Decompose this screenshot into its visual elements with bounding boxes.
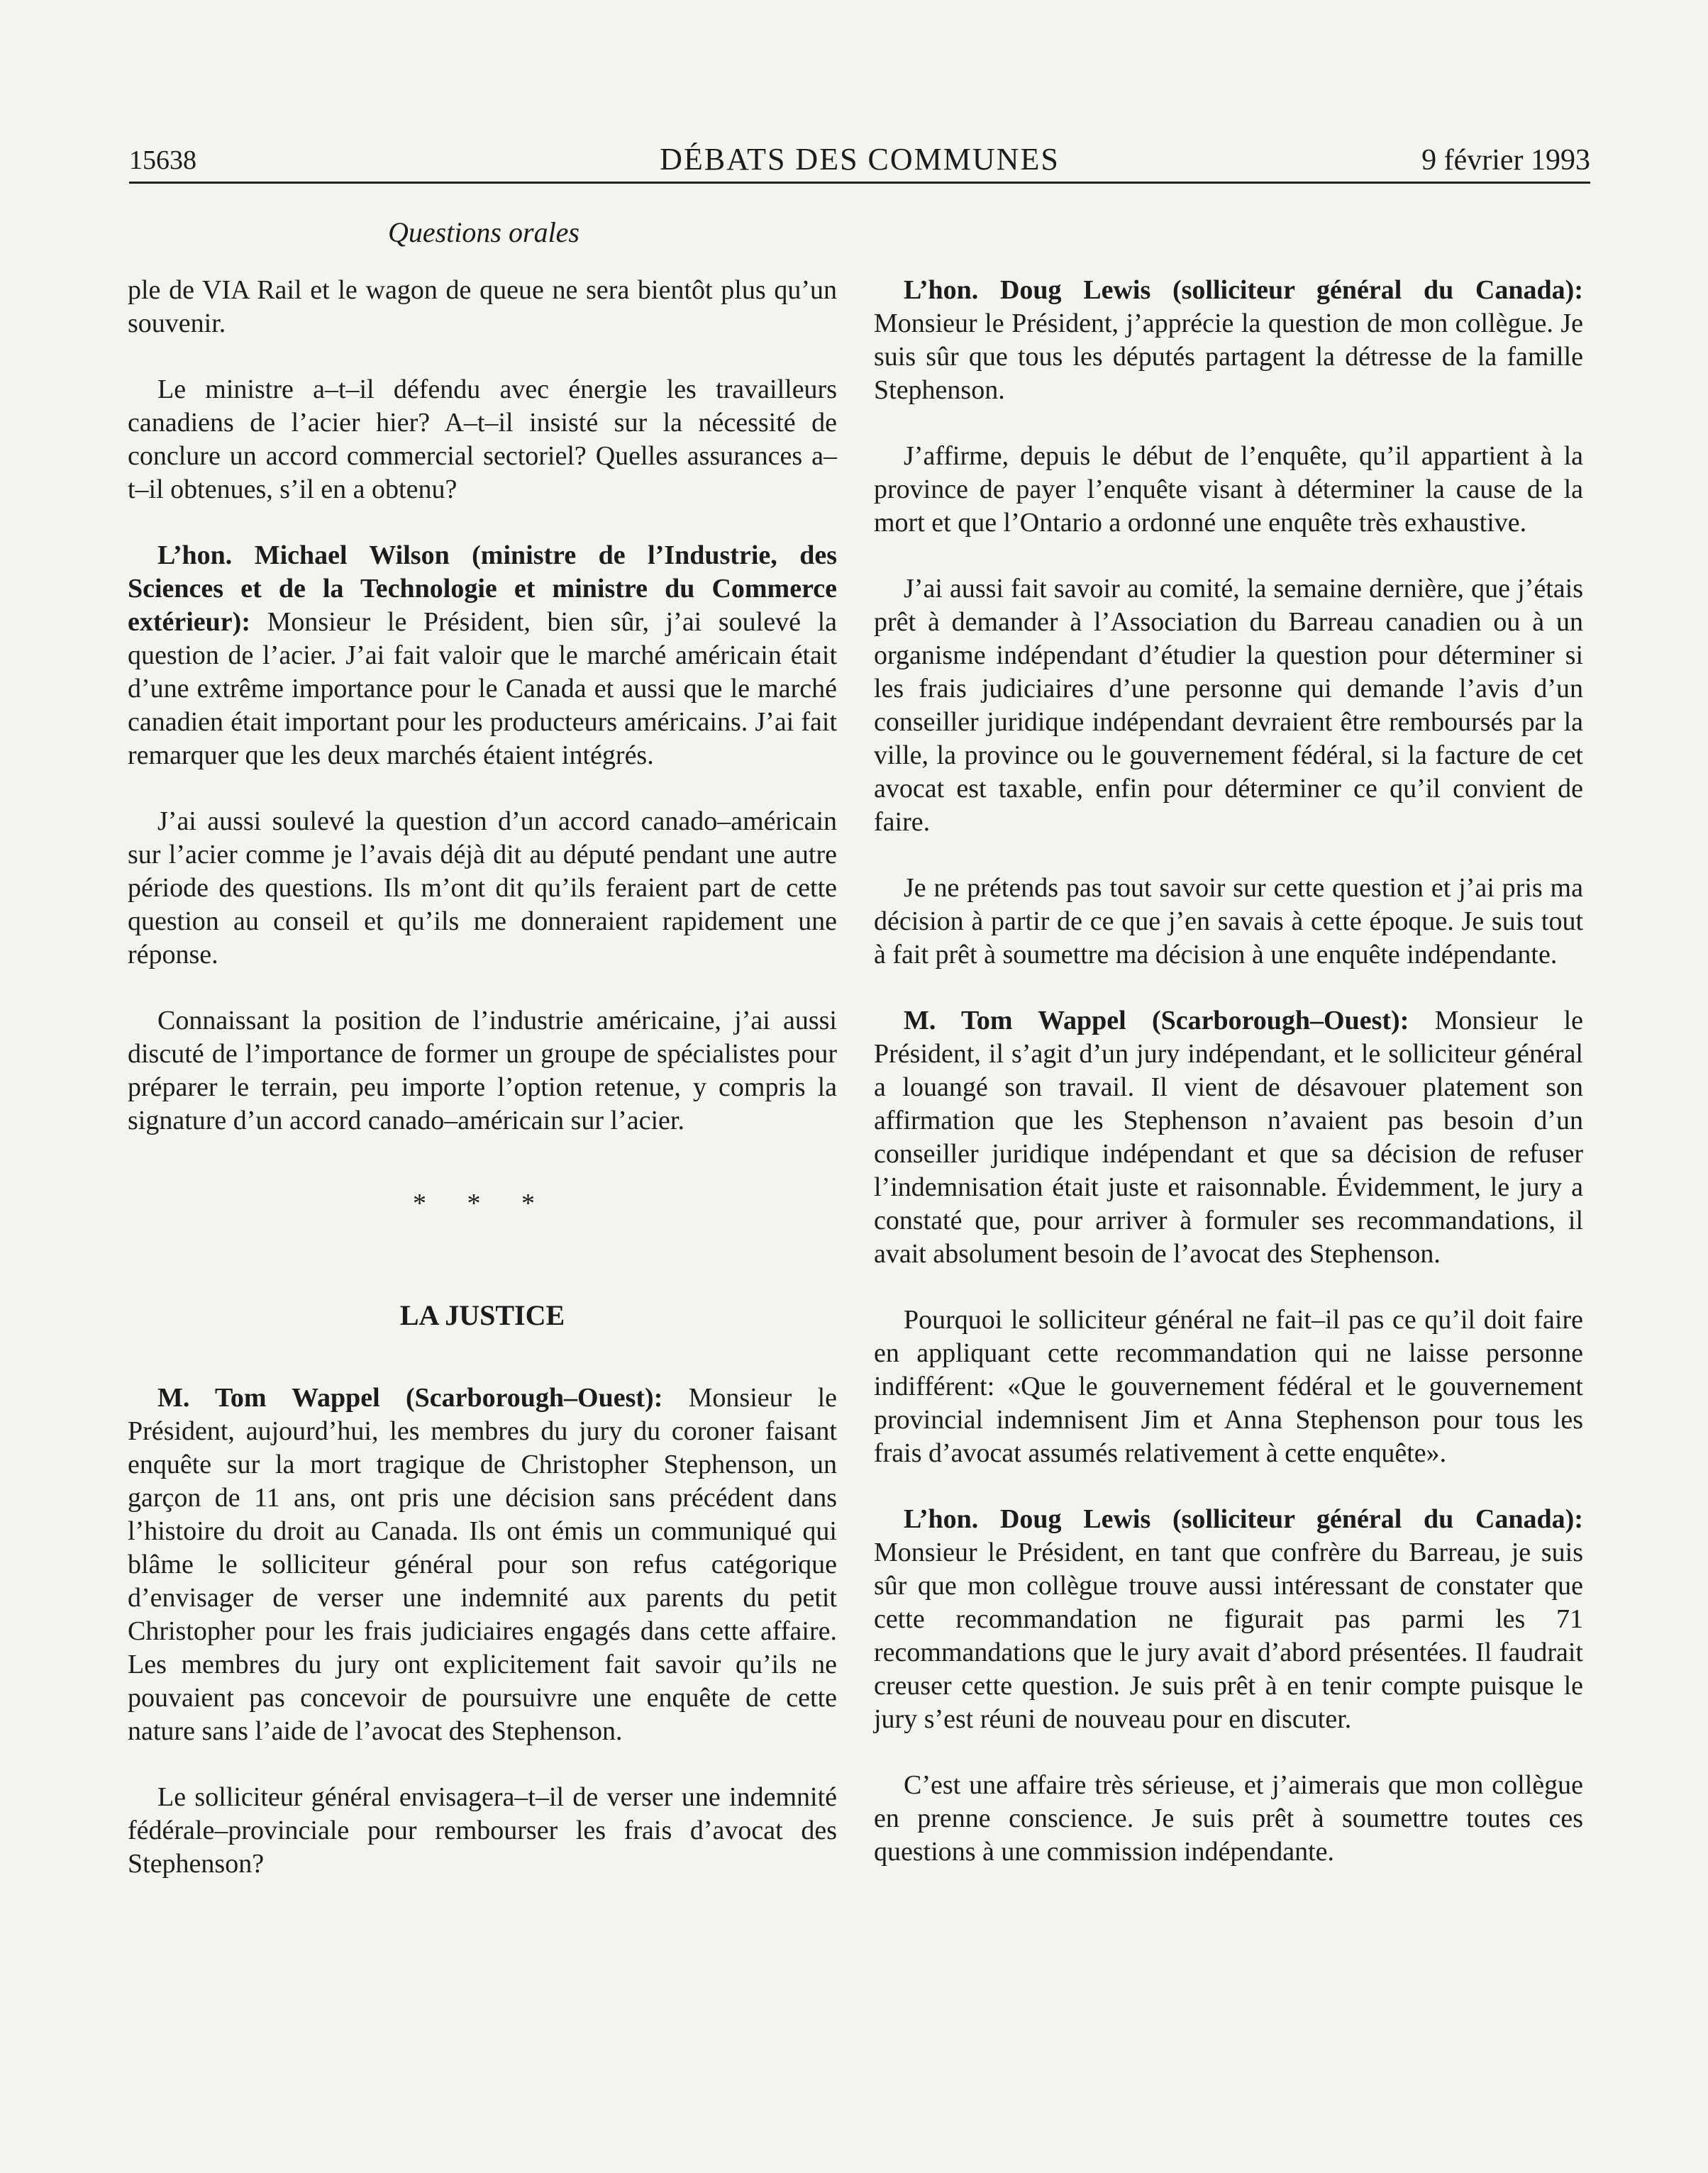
paragraph: Je ne prétends pas tout savoir sur cette question et j’ai pris ma décision à partir de ce que j’en savais à cette époque. Je suis tout à fait prêt à soumettre ma décision à une enquête indépendante.	[874, 873, 1583, 969]
paragraph: C’est une affaire très sérieuse, et j’aimerais que mon collègue en prenne conscience. Je suis prêt à soumettre toutes ces questions à une commission indépendante.	[874, 1770, 1583, 1867]
paragraph: J’affirme, depuis le début de l’enquête, qu’il appartient à la province de payer l’enquête visant à déterminer la cause de la mort et que l’Ontario a ordonné une enquête très exhaustive.	[874, 441, 1583, 538]
speech-text: Monsieur le Président, bien sûr, j’ai soulevé la question de l’acier. J’ai fait valoir que le marché américain était d’une extrême importance pour le Canada et aussi que le marché canadien était important pour les producteurs américains. J’ai fait remarquer que les deux marchés étaient intégrés.	[128, 607, 837, 770]
speaker-name: L’hon. Doug Lewis (solliciteur général du Canada):	[904, 275, 1583, 305]
page-date: 9 février 1993	[1421, 144, 1590, 177]
speech-text: Monsieur le Président, il s’agit d’un jury indépendant, et le solliciteur général a louangé son travail. Il vient de désavouer platement son affirmation que les Stephenson n’avaient pas besoin d’un conseiller juridique indépendant et que sa décision de refuser l’indemnisation était juste et raisonnable. Évidemment, le jury a constaté que, pour arriver à formuler ses recommandations, il avait absolument besoin de l’avocat des Stephenson.	[874, 1006, 1583, 1269]
section-separator: * * *	[413, 1189, 552, 1218]
page-header	[129, 139, 1590, 184]
paragraph	[874, 274, 1583, 407]
paragraph	[874, 1503, 1583, 1736]
speech-text: Monsieur le Président, j’apprécie la question de mon collègue. Je suis sûr que tous les députés partagent la détresse de la famille Stephenson.	[874, 309, 1583, 405]
paragraph	[874, 1004, 1583, 1271]
paragraph: ple de VIA Rail et le wagon de queue ne sera bientôt plus qu’un souvenir.	[128, 275, 837, 338]
paragraph: J’ai aussi soulevé la question d’un accord canado–américain sur l’acier comme je l’avais déjà dit au député pendant une autre période des questions. Ils m’ont dit qu’ils feraient part de cette question au conseil et qu’ils me donneraient rapidement une réponse.	[128, 806, 837, 969]
paragraph: Pourquoi le solliciteur général ne fait–il pas ce qu’il doit faire en appliquant cette recommandation qui ne laisse personne indifférent: «Que le gouvernement fédéral et le gouvernement provincial indemnisent Jim et Anna Stephenson pour tous les frais d’avocat assumés relativement à cette enquête».	[874, 1305, 1583, 1468]
speech-text: Monsieur le Président, en tant que confrère du Barreau, je suis sûr que mon collègue trouve aussi intéressant de constater que cette recommandation ne figurait pas parmi les 71 recommandations que le jury avait d’abord présentées. Il faudrait creuser cette question. Je suis prêt à en tenir compte puisque le jury s’est réuni de nouveau pour en discuter.	[874, 1538, 1583, 1734]
right-column	[874, 274, 1583, 1901]
paragraph: Le ministre a–t–il défendu avec énergie les travailleurs canadiens de l’acier hier? A–t–il insisté sur la nécessité de conclure un accord commercial sectoriel? Quelles assurances a–t–il obtenues, s’il en a obtenu?	[128, 374, 837, 504]
speaker-name: L’hon. Doug Lewis (solliciteur général du Canada):	[904, 1504, 1583, 1534]
speaker-name: M. Tom Wappel (Scarborough–Ouest):	[904, 1006, 1409, 1035]
left-column	[128, 274, 837, 1913]
speaker-name: L’hon. Michael Wilson (ministre de l’Industrie, des Sciences et de la Technologie et ministre du Commerce extérieur):	[128, 540, 837, 637]
paragraph: J’ai aussi fait savoir au comité, la semaine dernière, que j’étais prêt à demander à l’Association du Barreau canadien ou à un organisme indépendant d’étudier la question pour déterminer si les frais judiciaires d’une personne qui demande l’avis d’un conseiller juridique indépendant devraient être remboursés par la ville, la province ou le gouvernement fédéral, si la facture de cet avocat est taxable, enfin pour déterminer ce qu’il convient de faire.	[874, 574, 1583, 837]
paragraph: Le solliciteur général envisagera–t–il de verser une indemnité fédérale–provinciale pour rembourser les frais d’avocat des Stephenson?	[128, 1782, 837, 1879]
paragraph	[128, 1382, 837, 1748]
speech-text: Monsieur le Président, aujourd’hui, les membres du jury du coroner faisant enquête sur la mort tragique de Christopher Stephenson, un garçon de 11 ans, ont pris une décision sans précédent dans l’histoire du droit au Canada. Ils ont émis un communiqué qui blâme le solliciteur général pour son refus catégorique d’envisager de verser une indemnité aux parents du petit Christopher pour les frais judiciaires engagés dans cette affaire. Les membres du jury ont explicitement fait savoir qu’ils ne pouvaient pas concevoir de poursuivre une enquête de cette nature sans l’aide de l’avocat des Stephenson.	[128, 1383, 837, 1746]
speaker-name: M. Tom Wappel (Scarborough–Ouest):	[157, 1383, 663, 1413]
journal-title: DÉBATS DES COMMUNES	[660, 142, 1060, 177]
paragraph	[128, 539, 837, 772]
page-number: 15638	[129, 145, 196, 175]
section-label: Questions orales	[388, 216, 580, 248]
section-title: LA JUSTICE	[399, 1299, 565, 1331]
paragraph: Connaissant la position de l’industrie américaine, j’ai aussi discuté de l’importance de former un groupe de spécialistes pour préparer le terrain, peu importe l’option retenue, y compris la signature d’un accord canado–américain sur l’acier.	[128, 1006, 837, 1135]
